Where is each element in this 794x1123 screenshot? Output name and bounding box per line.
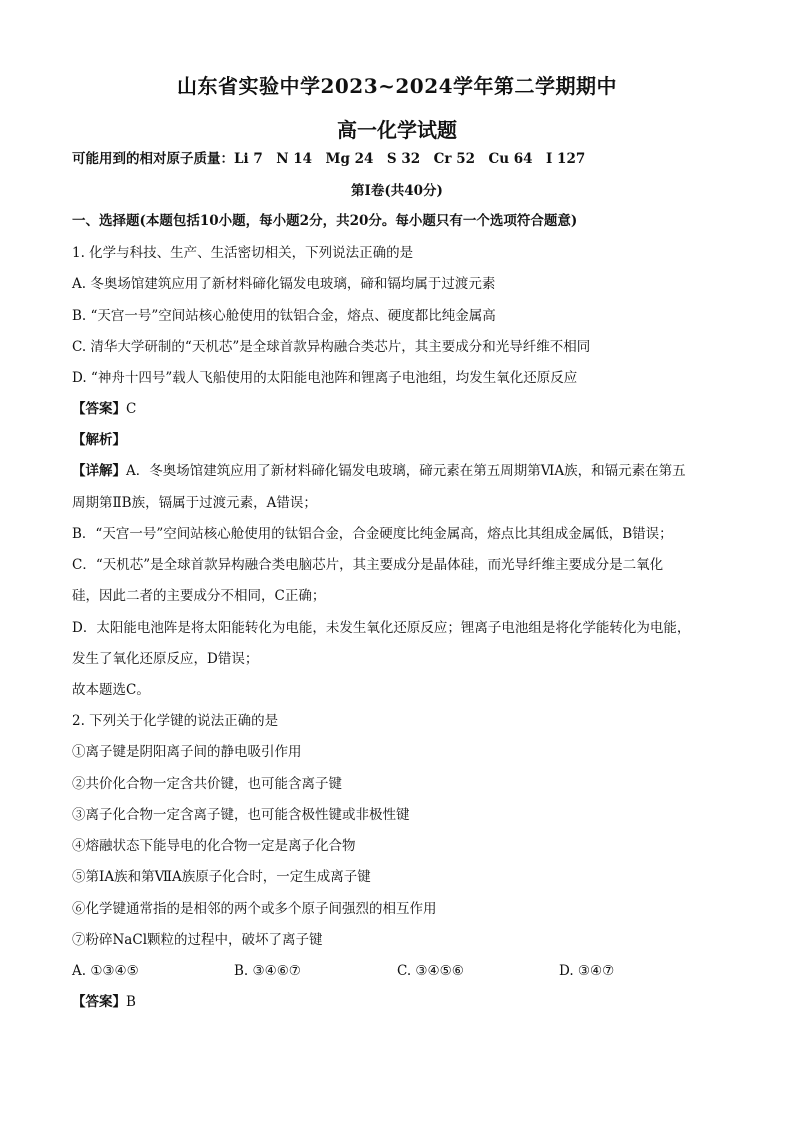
- question-1-detail-line: 硅，因此二者的主要成分不相同，C正确；: [72, 588, 326, 604]
- question-1-answer: [72, 400, 136, 418]
- question-1-detail-line: 发生了氧化还原反应，D错误；: [72, 651, 259, 667]
- part-title: 一、选择题(本题包括10小题，每小题2分，共20分。每小题只有一个选项符合题意): [72, 213, 578, 229]
- exam-subtitle: 高一化学试题: [337, 118, 457, 142]
- question-2-statement: ⑦粉碎NaCl颗粒的过程中，破坏了离子键: [72, 932, 323, 948]
- question-2-statement: ④熔融状态下能导电的化合物一定是离子化合物: [72, 838, 356, 854]
- answer-value: C: [126, 401, 137, 417]
- question-1-detail-line: [72, 462, 686, 480]
- question-2-stem: 2. 下列关于化学键的说法正确的是: [72, 713, 279, 729]
- answer-label: 【答案】: [72, 994, 126, 1010]
- question-1-detail-line: 周期第ⅡB族，镉属于过渡元素，A错误；: [72, 495, 317, 511]
- question-2-option-a: A. ①③④⑤: [72, 963, 139, 979]
- atomic-masses: 可能用到的相对原子质量：Li 7 N 14 Mg 24 S 32 Cr 52 Cu 64 I 127: [72, 151, 586, 167]
- answer-label: 【答案】: [72, 401, 126, 417]
- question-2-option-c: C. ③④⑤⑥: [397, 963, 464, 979]
- detail-label: 【详解】: [72, 463, 126, 479]
- answer-value: B: [126, 994, 136, 1010]
- question-2-statement: ②共价化合物一定含共价键，也可能含离子键: [72, 776, 342, 792]
- question-2-statement: ⑥化学键通常指的是相邻的两个或多个原子间强烈的相互作用: [72, 901, 437, 917]
- exam-title: 山东省实验中学2023~2024学年第二学期期中: [176, 74, 618, 98]
- section-title: 第Ⅰ卷(共40分): [351, 183, 443, 199]
- question-1-analysis-label: 【解析】: [72, 432, 126, 448]
- question-1-option-b: B. “天宫一号”空间站核心舱使用的钛铝合金，熔点、硬度都比纯金属高: [72, 308, 496, 324]
- question-2-statement: ③离子化合物一定含离子键，也可能含极性键或非极性键: [72, 807, 410, 823]
- question-1-stem: 1. 化学与科技、生产、生活密切相关，下列说法正确的是: [72, 245, 414, 261]
- question-2-statement: ⑤第ⅠA族和第ⅦA族原子化合时，一定生成离子键: [72, 869, 371, 885]
- question-1-detail-line: C．“天机芯”是全球首款异构融合类电脑芯片，其主要成分是晶体硅，而光导纤维主要成分是二氧化: [72, 557, 664, 573]
- question-2-option-b: B. ③④⑥⑦: [234, 963, 301, 979]
- question-2-statement: ①离子键是阴阳离子间的静电吸引作用: [72, 744, 302, 760]
- question-1-option-d: D. “神舟十四号”载人飞船使用的太阳能电池阵和锂离子电池组，均发生氧化还原反应: [72, 370, 578, 386]
- question-1-detail-line: B．“天宫一号”空间站核心舱使用的钛铝合金，合金硬度比纯金属高，熔点比其组成金属低，B错误；: [72, 526, 673, 542]
- question-2-option-d: D. ③④⑦: [559, 963, 615, 979]
- question-1-detail-line: D．太阳能电池阵是将太阳能转化为电能，未发生氧化还原反应；锂离子电池组是将化学能转化为电能，: [72, 620, 691, 636]
- question-1-conclusion: 故本题选C。: [72, 682, 150, 698]
- detail-text: A．冬奥场馆建筑应用了新材料碲化镉发电玻璃，碲元素在第五周期第ⅥA族，和镉元素在第五: [126, 463, 686, 479]
- question-1-option-c: C. 清华大学研制的“天机芯”是全球首款异构融合类芯片，其主要成分和光导纤维不相同: [72, 339, 591, 355]
- question-1-option-a: A. 冬奥场馆建筑应用了新材料碲化镉发电玻璃，碲和镉均属于过渡元素: [72, 276, 496, 292]
- question-2-answer: [72, 993, 136, 1011]
